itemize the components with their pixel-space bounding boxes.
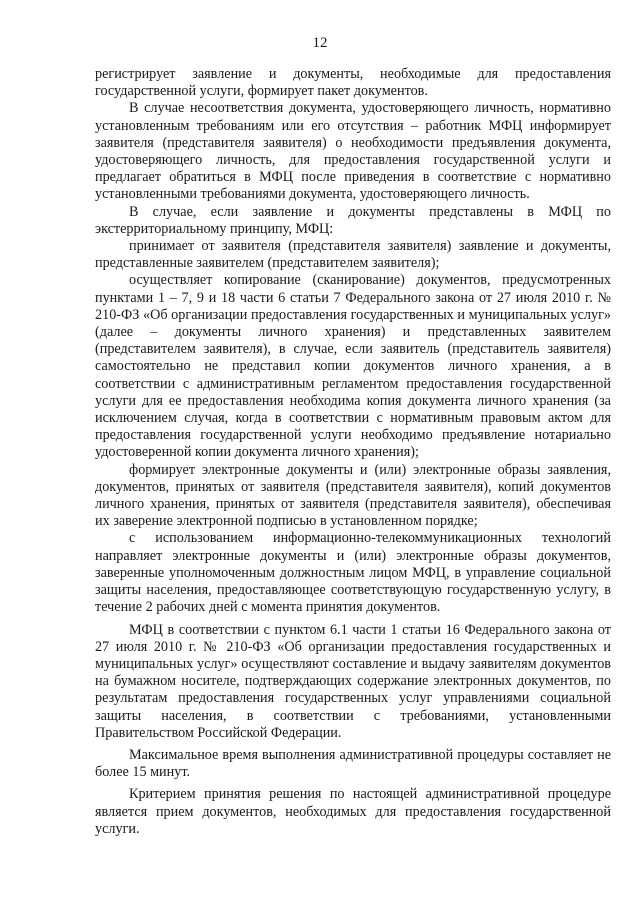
paragraph-copying: осуществляет копирование (сканирование) документов, предусмотренных пунктами 1 – 7, 9 и 18 части 6 статьи 7 Федерального закона от 27 июля 2010 г. № 210-ФЗ «Об организации предоставления государственных и муниципальных услуг» (далее – документы личного хранения) и представленных заявителем (представителем заявителя), в случае, если заявитель (представитель заявителя) самостоятельно не представил копии документов личного хранения, а в соответствии с административным регламентом предоставления государственной услуги для ее предоставления необходима копия документа личного хранения (за исключением случая, когда в соответствии с нормативным правовым актом для предоставления государственной услуги необходимо предъявление нотариально удостоверенной копии документа личного хранения); — [95, 272, 611, 461]
paragraph-electronic-documents: формирует электронные документы и (или) электронные образы заявления, документов, принятых от заявителя (представителя заявителя), копий документов личного хранения, принятых от заявителя (представителя заявителя), обеспечивая их заверение электронной подписью в установленном порядке; — [95, 461, 611, 530]
paragraph-registration: регистрирует заявление и документы, необходимые для предоставления государственной услуги, формирует пакет документов. — [95, 66, 611, 100]
paragraph-max-time: Максимальное время выполнения административной процедуры составляет не более 15 минут. — [95, 746, 611, 781]
paragraph-criterion: Критерием принятия решения по настоящей административной процедуре является прием документов, необходимых для предоставления государственной услуги. — [95, 786, 611, 837]
paragraph-identity-mismatch: В случае несоответствия документа, удостоверяющего личность, нормативно установленным требованиям или его отсутствия – работник МФЦ информирует заявителя (представителя заявителя) о необходимости предъявления документа, удостоверяющего личность, для предоставления государственной услуги и предлагает обратиться в МФЦ после приведения в соответствие с нормативно установленными требованиями документа, удостоверяющего личность. — [95, 100, 611, 203]
paragraph-accepts: принимает от заявителя (представителя заявителя) заявление и документы, представленные заявителем (представителем заявителя); — [95, 238, 611, 272]
body-text — [95, 66, 611, 838]
page-number: 12 — [312, 35, 328, 51]
paragraph-sends-documents: с использованием информационно-телекоммуникационных технологий направляет электронные документы и (или) электронные образы документов, заверенные уполномоченным должностным лицом МФЦ, в управление социальной защиты населения, предоставляющее соответствующую государственную услугу, в течение 2 рабочих дней с момента принятия документов. — [95, 530, 611, 616]
paragraph-extraterritorial: В случае, если заявление и документы представлены в МФЦ по экстерриториальному принципу, МФЦ: — [95, 203, 611, 237]
paragraph-mfc-issuance: МФЦ в соответствии с пунктом 6.1 части 1 статьи 16 Федерального закона от 27 июля 2010 г. № 210-ФЗ «Об организации предоставления государственных и муниципальных услуг» осуществляют составление и выдачу заявителям документов на бумажном носителе, подтверждающих содержание электронных документов, по результатам предоставления государственных услуг управлениями социальной защиты населения, в соответствии с требованиями, установленными Правительством Российской Федерации. — [95, 621, 611, 741]
